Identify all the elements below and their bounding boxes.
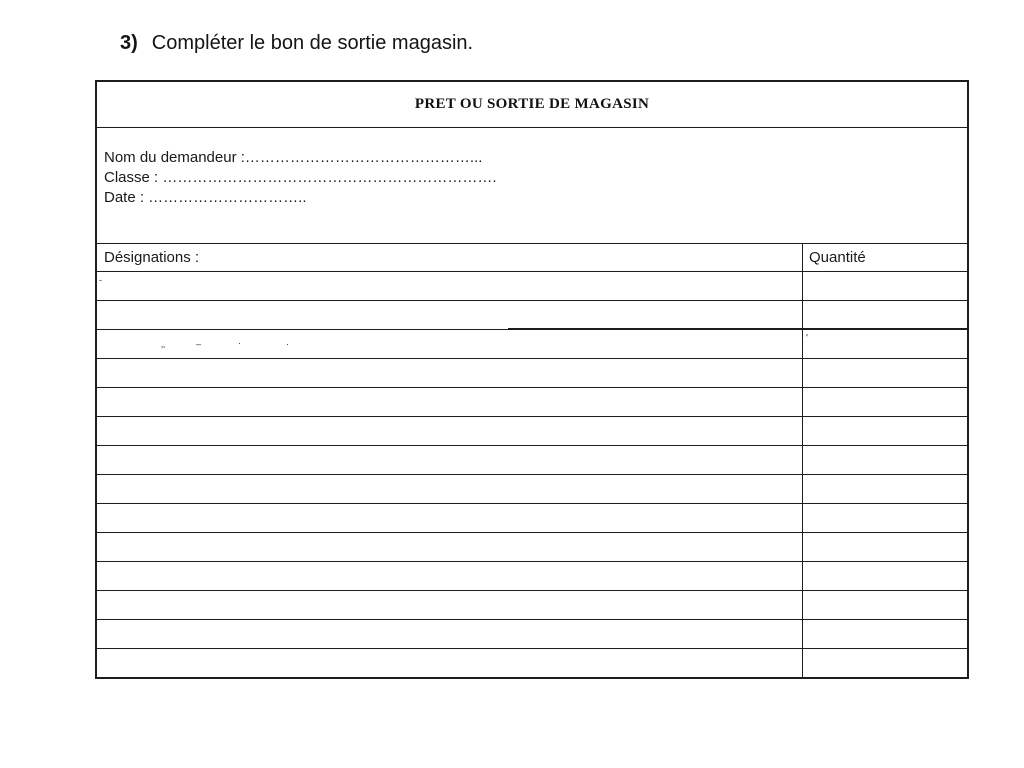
table-row bbox=[97, 649, 967, 677]
field-date: Date : ………………………….. bbox=[104, 189, 307, 206]
quantity-cell bbox=[803, 620, 967, 648]
designation-cell bbox=[97, 359, 803, 387]
designation-cell bbox=[97, 475, 803, 503]
designation-cell bbox=[97, 272, 803, 300]
designation-cell bbox=[97, 301, 803, 329]
table-row bbox=[97, 330, 967, 359]
heading-text: Compléter le bon de sortie magasin. bbox=[151, 32, 474, 54]
quantity-cell bbox=[803, 330, 967, 358]
quantity-cell bbox=[803, 359, 967, 387]
designation-cell bbox=[97, 591, 803, 619]
table-row bbox=[97, 475, 967, 504]
quantity-cell bbox=[803, 301, 967, 329]
table-row bbox=[97, 446, 967, 475]
designation-cell bbox=[97, 446, 803, 474]
designation-cell bbox=[97, 417, 803, 445]
residual-mark-row3-b: ‒ bbox=[196, 339, 202, 349]
designation-cell bbox=[97, 533, 803, 561]
table-row bbox=[97, 504, 967, 533]
doubled-line-artifact bbox=[508, 328, 968, 330]
designation-cell bbox=[97, 388, 803, 416]
field-class: Classe : …………………………………………………………. bbox=[104, 169, 497, 186]
residual-mark-row3-a: ‚‚ bbox=[161, 339, 165, 349]
table-row bbox=[97, 417, 967, 446]
table-row bbox=[97, 272, 967, 301]
quantity-cell bbox=[803, 417, 967, 445]
table-row bbox=[97, 388, 967, 417]
heading-number: 3) bbox=[120, 32, 138, 54]
designation-cell bbox=[97, 504, 803, 532]
table-row bbox=[97, 533, 967, 562]
quantity-cell bbox=[803, 562, 967, 590]
quantity-cell bbox=[803, 475, 967, 503]
quantity-cell bbox=[803, 446, 967, 474]
column-header-quantity: Quantité bbox=[809, 249, 866, 266]
quantity-cell bbox=[803, 649, 967, 677]
column-header-designations: Désignations : bbox=[97, 244, 803, 271]
quantity-cell bbox=[803, 272, 967, 300]
residual-mark-row3-d: · bbox=[286, 339, 289, 349]
table-row bbox=[97, 620, 967, 649]
quantity-cell bbox=[803, 388, 967, 416]
page-title bbox=[120, 31, 473, 55]
quantity-cell bbox=[803, 591, 967, 619]
requester-info-section bbox=[97, 128, 967, 244]
empty-rows bbox=[97, 272, 967, 677]
form-title: PRET OU SORTIE DE MAGASIN bbox=[97, 82, 967, 128]
field-requester-name: Nom du demandeur :………………………………………... bbox=[104, 149, 483, 166]
residual-mark-row3-c: · bbox=[238, 338, 241, 348]
column-header-row bbox=[97, 244, 967, 272]
designation-cell bbox=[97, 649, 803, 677]
designation-cell bbox=[97, 562, 803, 590]
table-row bbox=[97, 301, 967, 330]
designation-cell bbox=[97, 620, 803, 648]
quantity-cell bbox=[803, 504, 967, 532]
residual-mark-row1: - bbox=[99, 275, 102, 285]
designation-cell bbox=[97, 330, 803, 358]
table-row bbox=[97, 591, 967, 620]
table-row bbox=[97, 359, 967, 388]
requisition-form-table bbox=[95, 80, 969, 679]
residual-mark-quantity-row3: ' bbox=[806, 333, 808, 344]
quantity-cell bbox=[803, 533, 967, 561]
table-row bbox=[97, 562, 967, 591]
